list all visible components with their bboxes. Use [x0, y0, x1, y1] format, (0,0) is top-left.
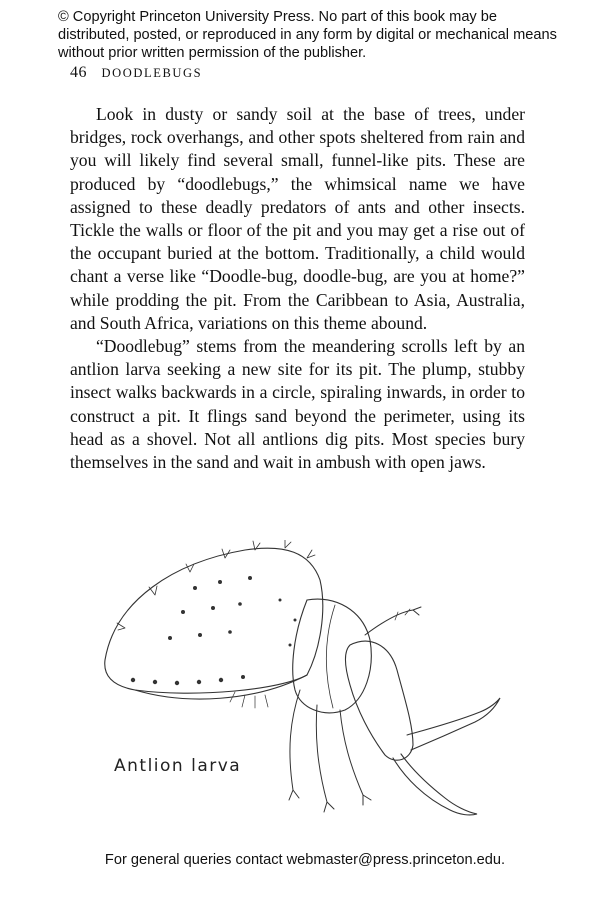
page-number: 46 — [70, 64, 87, 81]
abdomen-outline — [105, 548, 323, 693]
jaw-lower — [393, 754, 477, 815]
thorax-segment — [326, 605, 335, 708]
antlion-larva-drawing — [95, 540, 515, 840]
bristles-top — [117, 540, 315, 630]
chapter-title: DOODLEBUGS — [101, 66, 203, 80]
head-outline — [345, 641, 413, 760]
legs — [289, 607, 421, 812]
footer-contact: For general queries contact webmaster@press.princeton.edu. — [104, 852, 506, 868]
body-text — [70, 103, 525, 474]
figure-caption: Antlion larva — [114, 756, 242, 776]
copyright-notice: © Copyright Princeton University Press. No part of this book may be distributed, posted, or reproduced in any form by digital or mechanical means without prior written permission of the publisher. — [58, 9, 557, 61]
paragraph-1: Look in dusty or sandy soil at the base of trees, under bridges, rock overhangs, and other spots sheltered from rain and you will likely find several small, funnel-like pits. These are produced by “doodlebugs,” the whimsical name we have assigned to these deadly predators of ants and other insects. Tickle the walls or floor of the pit and you may get a rise out of the occupant buried at the bottom. Traditionally, a child would chant a verse like “Doodle-bug, doodle-bug, are you at home?” while prodding the pit. From the Caribbean to Asia, Australia, and South Africa, variations on this theme abound. — [70, 104, 525, 333]
paragraph-2: “Doodlebug” stems from the meandering scrolls left by an antlion larva seeking a new site for its pit. The plump, stubby insect walks backwards in a circle, spiraling inwards, in order to construct a pit. It flings sand beyond the perimeter, using its head as a shovel. Not all antlions dig pits. Most species bury themselves in the sand and wait in ambush with open jaws. — [70, 336, 525, 473]
antlion-larva-illustration — [95, 540, 515, 840]
running-head — [70, 64, 202, 82]
jaw-upper — [407, 698, 500, 750]
